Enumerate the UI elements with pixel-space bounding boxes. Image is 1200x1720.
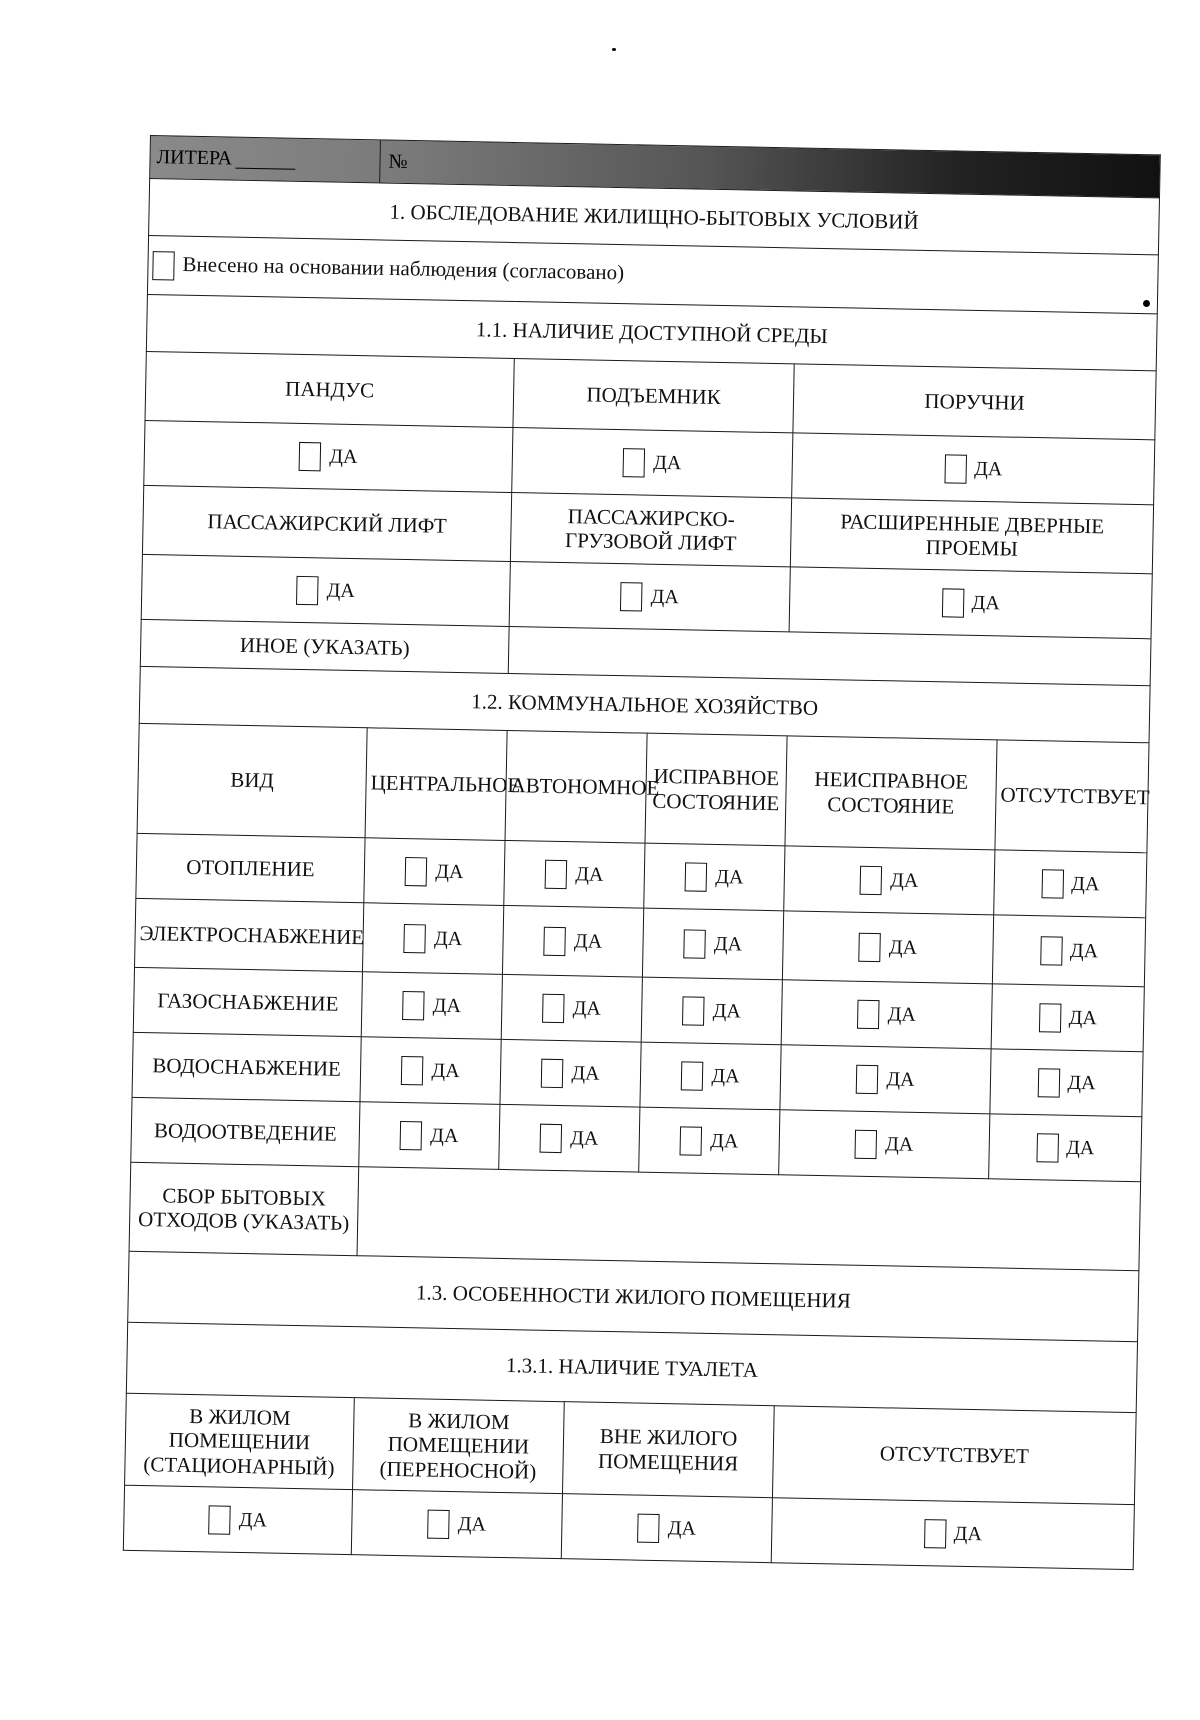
litera-label: ЛИТЕРА (156, 145, 233, 170)
col-autonomous: АВТОНОМНОЕ (505, 730, 647, 843)
utility-option (994, 850, 1147, 918)
waste-label: СБОР БЫТОВЫХ ОТХОДОВ (УКАЗАТЬ) (129, 1162, 359, 1255)
yes-label: ДА (1068, 1006, 1098, 1029)
utility-checkbox[interactable] (856, 1064, 879, 1093)
col-type: ВИД (137, 723, 367, 837)
utility-option (364, 838, 505, 906)
yes-label: ДА (433, 927, 463, 950)
toilet-absent-label: ОТСУТСТВУЕТ (772, 1406, 1136, 1505)
yes-label: ДА (1071, 872, 1100, 895)
ramp-checkbox[interactable] (299, 441, 322, 470)
utility-option (779, 1110, 990, 1179)
toilet-portable-label: В ЖИЛОМ ПОМЕЩЕНИИ (ПЕРЕНОСНОЙ) (353, 1398, 565, 1494)
toilet-outside-option (561, 1494, 772, 1563)
col-faulty: НЕИСПРАВНОЕ СОСТОЯНИЕ (785, 736, 997, 850)
yes-label: ДА (710, 1129, 739, 1152)
yes-label: ДА (888, 935, 918, 959)
utility-option (362, 903, 503, 975)
utility-option (990, 1049, 1143, 1117)
utility-option (642, 908, 783, 980)
utility-label: ЭЛЕКТРОСНАБЖЕНИЕ (135, 898, 364, 971)
utility-checkbox[interactable] (1038, 1003, 1061, 1032)
utility-checkbox[interactable] (403, 991, 426, 1020)
utility-option (361, 972, 502, 1040)
section-1-3-title: 1.3. ОСОБЕННОСТИ ЖИЛОГО ПОМЕЩЕНИЯ (128, 1251, 1139, 1341)
toilet-outside-checkbox[interactable] (638, 1513, 661, 1542)
yes-label: ДА (715, 865, 744, 889)
utility-option (644, 843, 785, 911)
yes-label: ДА (713, 932, 743, 956)
lift-platform-option (512, 428, 793, 498)
handrails-option (792, 433, 1155, 505)
toilet-portable-checkbox[interactable] (428, 1509, 451, 1538)
utility-checkbox[interactable] (544, 926, 567, 955)
utility-option (782, 911, 993, 984)
utility-option (991, 984, 1144, 1052)
utility-label: ОТОПЛЕНИЕ (136, 833, 365, 902)
other-label: ИНОЕ (УКАЗАТЬ) (140, 619, 509, 673)
utility-checkbox[interactable] (682, 996, 705, 1025)
utility-option (640, 1042, 781, 1110)
utility-option (992, 915, 1145, 987)
col-absent: ОТСУТСТВУЕТ (995, 740, 1149, 853)
yes-label: ДА (432, 994, 462, 1017)
yes-label: ДА (572, 996, 602, 1020)
utility-checkbox[interactable] (859, 932, 882, 961)
cargo-lift-label: ПАССАЖИРСКО-ГРУЗОВОЙ ЛИФТ (510, 493, 791, 567)
utility-checkbox[interactable] (1040, 936, 1063, 965)
yes-label: ДА (329, 445, 358, 468)
yes-label: ДА (653, 451, 682, 474)
ramp-option (144, 420, 513, 492)
toilet-outside-label: ВНЕ ЖИЛОГО ПОМЕЩЕНИЯ (562, 1402, 774, 1498)
utility-label: ГАЗОСНАБЖЕНИЕ (133, 967, 362, 1036)
utility-checkbox[interactable] (541, 1058, 564, 1087)
utility-option (641, 977, 782, 1045)
yes-label: ДА (570, 1126, 599, 1150)
yes-label: ДА (712, 999, 742, 1023)
yes-label: ДА (890, 868, 919, 892)
utility-checkbox[interactable] (680, 1126, 703, 1155)
yes-label: ДА (974, 457, 1003, 480)
ramp-label: ПАНДУС (145, 351, 514, 427)
utility-checkbox[interactable] (684, 929, 707, 958)
yes-label: ДА (1069, 939, 1099, 962)
survey-form (123, 135, 1160, 1570)
yes-label: ДА (1067, 1071, 1096, 1094)
toilet-stationary-option (123, 1485, 352, 1554)
col-working: ИСПРАВНОЕ СОСТОЯНИЕ (645, 733, 787, 846)
utility-option (780, 1045, 991, 1114)
utility-checkbox[interactable] (1036, 1133, 1059, 1162)
utility-checkbox[interactable] (542, 993, 565, 1022)
toilet-stationary-label: В ЖИЛОМ ПОМЕЩЕНИИ (СТАЦИОНАРНЫЙ) (125, 1393, 355, 1489)
utility-checkbox[interactable] (540, 1123, 563, 1152)
yes-label: ДА (711, 1064, 740, 1087)
wide-doors-checkbox[interactable] (941, 588, 964, 617)
utility-checkbox[interactable] (401, 1056, 424, 1085)
yes-label: ДА (1066, 1136, 1095, 1159)
cargo-lift-checkbox[interactable] (620, 582, 643, 611)
utility-option (359, 1102, 500, 1170)
lift-platform-checkbox[interactable] (623, 448, 646, 477)
yes-label: ДА (326, 578, 356, 602)
yes-label: ДА (885, 1132, 914, 1156)
yes-label: ДА (886, 1067, 915, 1091)
waste-input[interactable] (357, 1167, 1141, 1271)
utility-checkbox[interactable] (545, 859, 568, 888)
utility-option (502, 905, 643, 977)
utility-checkbox[interactable] (860, 865, 883, 894)
utility-checkbox[interactable] (1041, 869, 1064, 898)
utility-option (784, 846, 995, 915)
yes-label: ДА (887, 1002, 917, 1026)
yes-label: ДА (238, 1508, 268, 1531)
section-1-1-title: 1.1. НАЛИЧИЕ ДОСТУПНОЙ СРЕДЫ (146, 294, 1157, 370)
col-central: ЦЕНТРАЛЬНОЕ (365, 728, 507, 841)
utility-checkbox[interactable] (685, 862, 708, 891)
toilet-absent-option (771, 1498, 1134, 1570)
section-1-2-title: 1.2. КОММУНАЛЬНОЕ ХОЗЯЙСТВО (139, 666, 1150, 742)
utility-checkbox[interactable] (404, 924, 427, 953)
litera-field[interactable] (150, 136, 381, 182)
form-table (123, 135, 1161, 1570)
yes-label: ДА (571, 1061, 600, 1085)
wide-doors-label: РАСШИРЕННЫЕ ДВЕРНЫЕ ПРОЕМЫ (790, 498, 1153, 574)
yes-label: ДА (953, 1522, 983, 1545)
passenger-lift-checkbox[interactable] (296, 575, 319, 604)
utility-checkbox[interactable] (855, 1129, 878, 1158)
handrails-label: ПОРУЧНИ (793, 364, 1156, 440)
passenger-lift-option (141, 554, 510, 626)
utility-option (501, 974, 642, 1042)
wide-doors-option (789, 567, 1152, 639)
toilet-absent-checkbox[interactable] (924, 1519, 947, 1548)
observation-checkbox[interactable] (152, 251, 175, 280)
utility-option (360, 1037, 501, 1105)
utility-checkbox[interactable] (681, 1061, 704, 1090)
utility-option (500, 1039, 641, 1107)
utility-option (639, 1107, 780, 1175)
utility-option (989, 1114, 1142, 1182)
yes-label: ДА (575, 862, 604, 886)
utility-checkbox[interactable] (405, 857, 428, 886)
utility-checkbox[interactable] (400, 1120, 423, 1149)
handrails-checkbox[interactable] (944, 454, 967, 483)
yes-label: ДА (573, 929, 603, 953)
utility-option (499, 1104, 640, 1172)
section-1-title: 1. ОБСЛЕДОВАНИЕ ЖИЛИЩНО-БЫТОВЫХ УСЛОВИЙ (149, 179, 1160, 255)
utility-checkbox[interactable] (1037, 1068, 1060, 1097)
yes-label: ДА (650, 585, 679, 608)
section-1-3-1-title: 1.3.1. НАЛИЧИЕ ТУАЛЕТА (126, 1322, 1137, 1412)
utility-option (504, 840, 645, 908)
number-label: № (388, 150, 408, 173)
toilet-stationary-checkbox[interactable] (209, 1505, 232, 1534)
yes-label: ДА (971, 591, 1000, 614)
lift-platform-label: ПОДЪЕМНИК (513, 359, 794, 433)
yes-label: ДА (430, 1124, 459, 1147)
utility-checkbox[interactable] (857, 999, 880, 1028)
yes-label: ДА (457, 1512, 487, 1536)
utility-option (781, 980, 992, 1049)
yes-label: ДА (435, 860, 464, 883)
yes-label: ДА (431, 1059, 460, 1082)
cargo-lift-option (509, 561, 790, 631)
utility-label: ВОДООТВЕДЕНИЕ (131, 1097, 360, 1166)
toilet-portable-option (351, 1490, 562, 1559)
yes-label: ДА (667, 1516, 697, 1540)
passenger-lift-label: ПАССАЖИРСКИЙ ЛИФТ (142, 485, 511, 561)
observation-note: Внесено на основании наблюдения (согласовано) (182, 251, 625, 284)
utility-label: ВОДОСНАБЖЕНИЕ (132, 1032, 361, 1101)
